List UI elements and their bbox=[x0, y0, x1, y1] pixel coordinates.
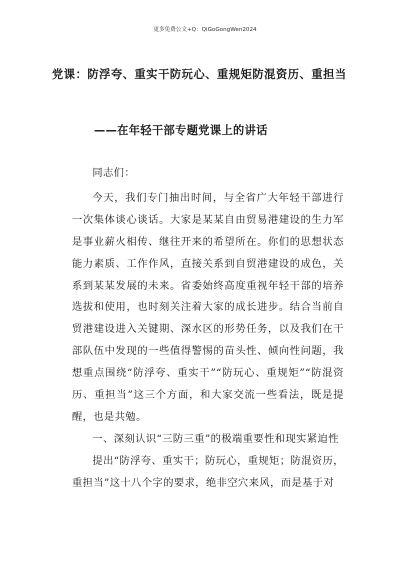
salutation: 同志们： bbox=[92, 168, 136, 179]
document-body bbox=[72, 163, 344, 495]
body-paragraph: 提出“防浮夸、重实干；防玩心，重规矩；防混资历，重担当”这十八个字的要求，绝非空穴来风，而是基于对 bbox=[72, 455, 344, 489]
section-heading: 一、深刻认识“三防三重”的极端重要性和现实紧迫性 bbox=[92, 433, 339, 445]
body-paragraph: 今天，我们专门抽出时间，与全省广大年轻干部进行一次集体谈心谈话。大家是某某自由贸易港建设的生力军是事业薪火相传、继往开来的希望所在。你们的思想状态能力素质、工作作风，直接关系到自贸港建设的成色，关系到某某发展的未来。省委始终高度重视年轻干部的培养选拔和使用，也时刻关注着大家的成长进步。结合当前自贸港建设进入关键期、深水区的形势任务，以及我们在干部队伍中发现的一些值得警惕的苗头性、倾向性问题，我想重点围绕“防浮夸、重实干”“防玩心、重规矩”“防混资历、重担当”这三个方面，和大家交流一些看法，既是提醒，也是共勉。 bbox=[72, 192, 344, 423]
document-subtitle: ——在年轻干部专题党课上的讲话 bbox=[94, 124, 268, 137]
document-title: 党课：防浮夸、重实干防玩心、重规矩防混资历、重担当 bbox=[52, 68, 347, 81]
header-note: 更多免费公文+Q：QiGoGongWen2024 bbox=[153, 27, 257, 33]
